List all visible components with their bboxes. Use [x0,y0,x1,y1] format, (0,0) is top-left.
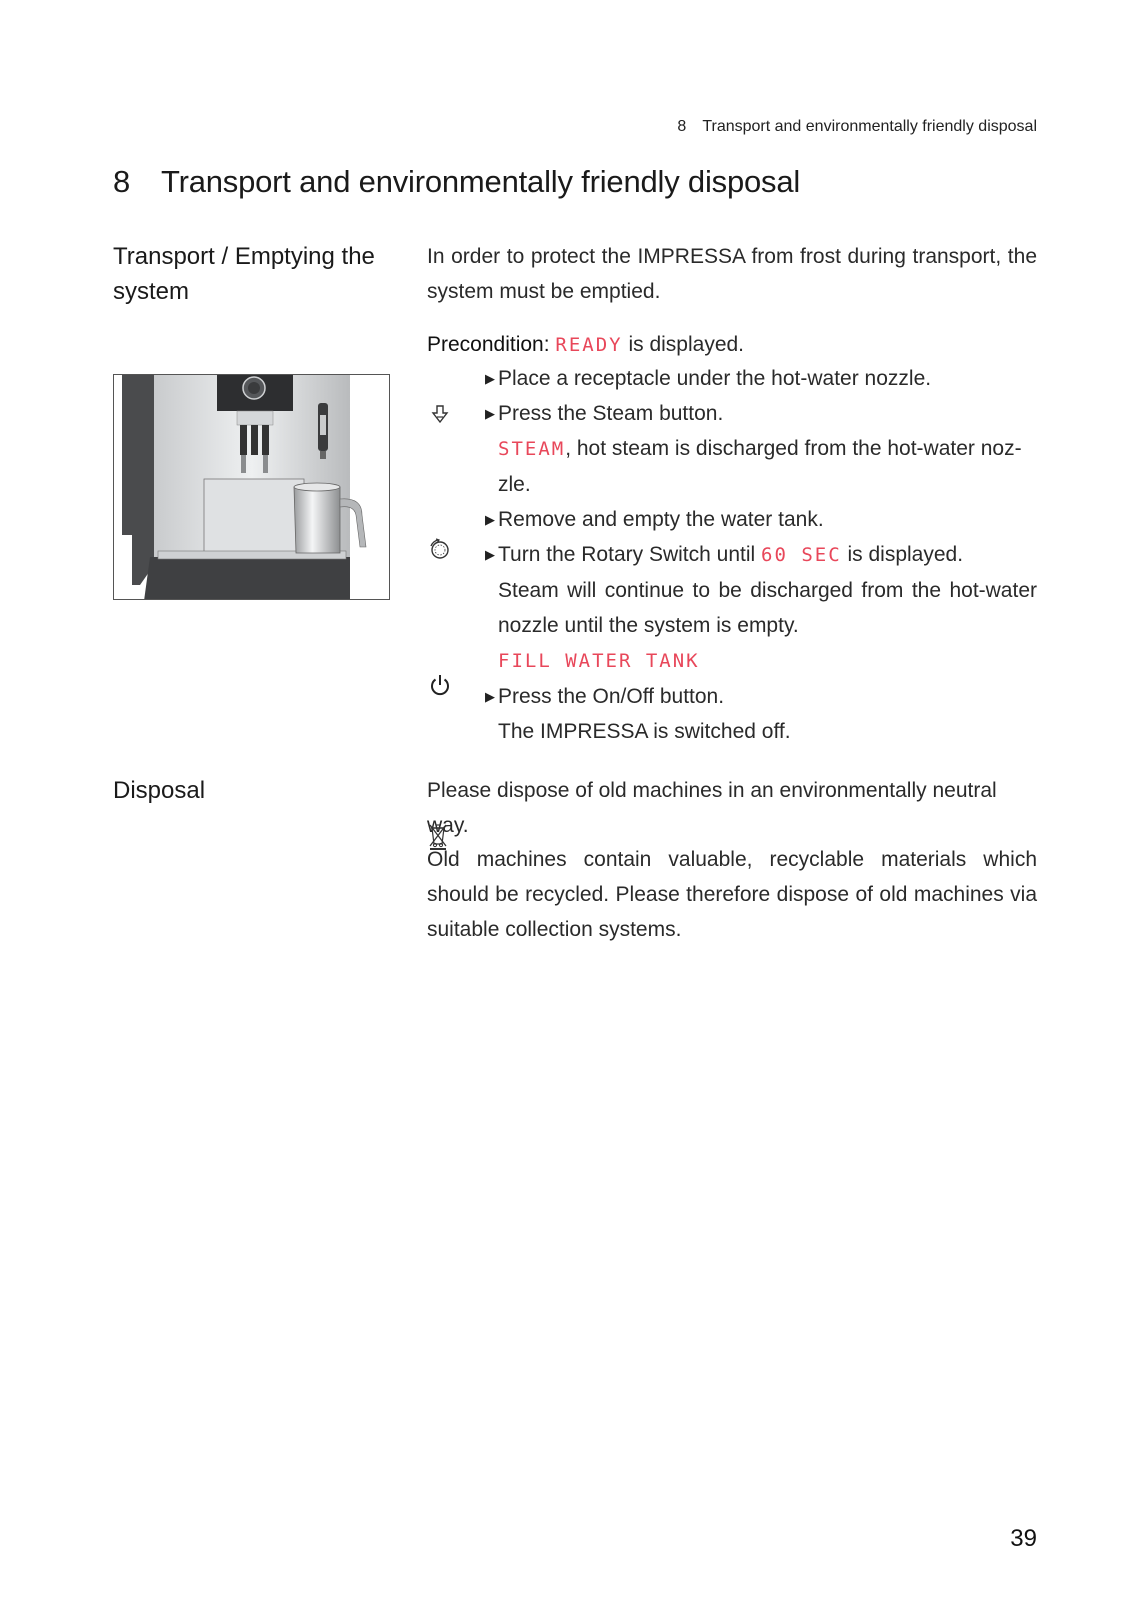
running-head-title: Transport and environmentally friendly disposal [702,118,1037,135]
steps-list [427,361,1037,749]
step-steam-result [427,431,1037,502]
chapter-number: 8 [113,164,131,199]
bullet-arrow-icon: ▶ [485,547,495,562]
disposal-line2: Old machines contain valuable, recyclable materials which should be recycled. Please therefore dispose of old machines via suitable collection systems. [427,848,1037,941]
step-result-text: zle. [498,473,531,496]
disposal-heading: Disposal [113,777,206,804]
lcd-display-60-sec: 60 SEC [761,544,842,566]
bullet-arrow-icon: ▶ [485,512,495,527]
step-text: Place a receptacle under the hot-water nozzle. [498,367,932,390]
chapter-title-text: Transport and environmentally friendly disposal [161,164,801,199]
step-empty-tank [427,502,1037,537]
precondition-suffix: is displayed. [622,333,745,356]
steam-button-icon [428,402,452,426]
step-onoff-result: The IMPRESSA is switched off. [498,720,791,743]
precondition [427,327,1037,363]
step-rotary-display [427,643,1037,679]
lcd-display-ready: READY [555,334,623,356]
on-off-icon [428,673,452,697]
page-number: 39 [1010,1525,1037,1552]
step-text: Remove and empty the water tank. [498,508,824,531]
bullet-arrow-icon: ▶ [485,406,495,421]
step-result-text: , hot steam is discharged from the hot-water noz- [565,437,1022,460]
step-rotary-result: Steam will continue to be discharged from the hot-water nozzle until the system is empty. [498,579,1037,637]
lcd-display-fill-water-tank: FILL WATER TANK [498,650,700,672]
chapter-title [113,164,800,200]
lcd-display-steam: STEAM [498,438,566,460]
precondition-label: Precondition: [427,333,550,356]
transport-heading: Transport / Emptying the system [113,243,375,305]
disposal-line1: Please dispose of old machines in an environmentally neutral way. [427,779,997,837]
step-place-receptacle [427,361,1037,396]
step-press-onoff [427,679,1037,714]
step-turn-rotary [427,537,1037,573]
bullet-arrow-icon: ▶ [485,371,495,386]
transport-intro: In order to protect the IMPRESSA from frost during transport, the system must be emptied. [427,245,1037,303]
rotary-switch-icon [428,538,452,562]
step-press-steam [427,396,1037,431]
step-text: Turn the Rotary Switch until [498,543,761,566]
running-head-number: 8 [677,118,687,135]
step-text: is displayed. [841,543,964,566]
step-text: Press the Steam button. [498,402,724,425]
running-head [677,118,1037,136]
bullet-arrow-icon: ▶ [485,689,495,704]
coffee-machine-illustration [113,374,390,600]
step-text: Press the On/Off button. [498,685,725,708]
